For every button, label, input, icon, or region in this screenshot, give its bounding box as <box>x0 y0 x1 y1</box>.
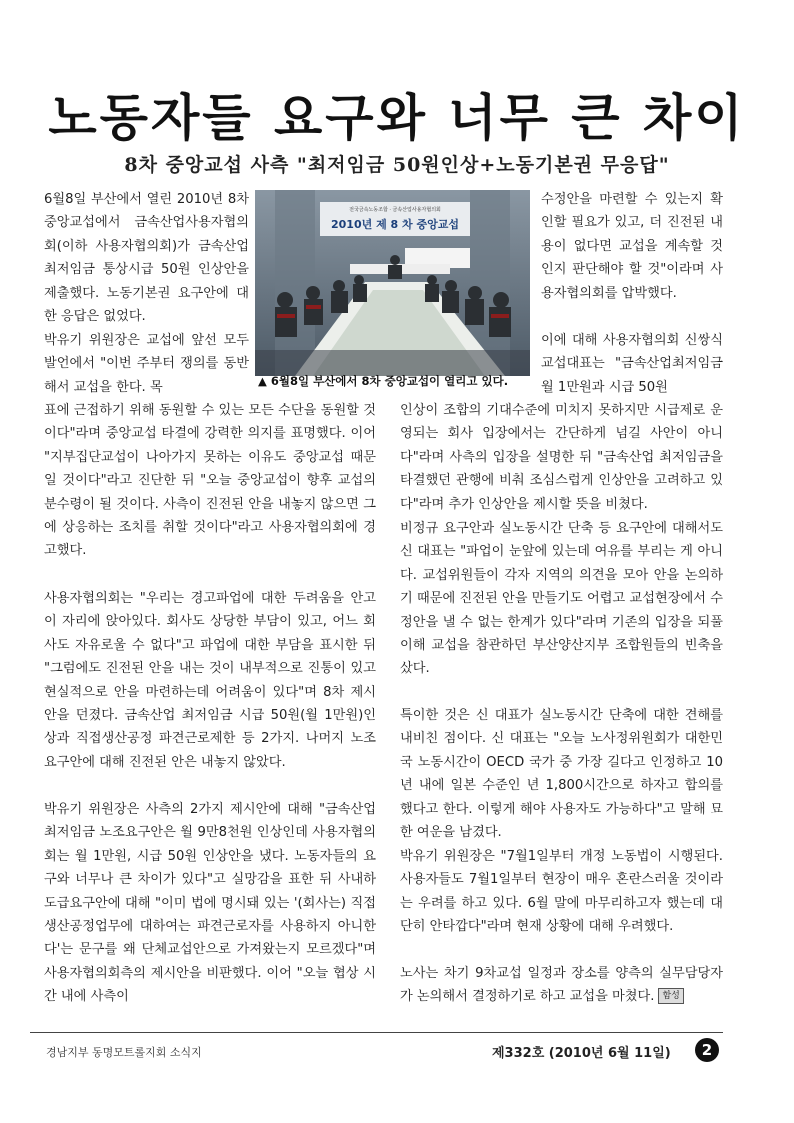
right-paragraph-3: 인상이 조합의 기대수준에 미치지 못하지만 시급제로 운영되는 회사 입장에서는 간단하게 넘길 사안이 아니다"라며 사측의 입장을 설명한 뒤 "금속산업 최저임금을 타결했던 관행에 비춰 조심스럽게 인상안을 고려하고 있다"라며 추가 인상안을 제시할 뜻을 비쳤다. <box>400 403 723 512</box>
hamseong-stamp: 함성 <box>658 988 683 1004</box>
subheadline: 8차 중앙교섭 사측 "최저임금 50원인상+노동기본권 무응답" <box>124 154 670 176</box>
footer-divider <box>30 1032 723 1033</box>
right-paragraph-2: 이에 대해 사용자협의회 신쌍식 교섭대표는 "금속산업최저임금 월 1만원과 시급 50원 <box>541 333 723 395</box>
left-paragraph-3: 표에 근접하기 위해 동원할 수 있는 모든 수단을 동원할 것이다"라며 중앙교섭 타결에 강력한 의지를 표명했다. 이어 "지부집단교섭이 나아가지 못하는 이유도 중앙교섭 때문일 것이다"라고 진단한 뒤 "오늘 중앙교섭이 향후 교섭의 분수령이 될 것이다. 사측이 진전된 안을 내놓지 않으면 그에 상응하는 조치를 취할 것이다"라고 사용자협의회에 경고했다. <box>44 403 376 559</box>
left-paragraph-1: 6월8일 부산에서 열린 2010년 8차 중앙교섭에서 금속산업사용자협의회(이하 사용자협의회)가 금속산업최저임금 통상시급 50원 인상안을 제출했다. 노동기본권 요구안에 대한 응답은 없었다. <box>44 192 249 325</box>
right-paragraph-6: 박유기 위원장은 "7월1일부터 개정 노동법이 시행된다. 사용자들도 7월1일부터 현장이 매우 혼란스러울 것이라는 우려를 하고 있다. 6월 말에 마무리하고자 했는데 대단히 안타깝다"라며 현재 상황에 대해 우려했다. <box>400 849 723 935</box>
banner-text: 2010년 제 8 차 중앙교섭 <box>331 218 459 231</box>
page-number: 2 <box>695 1038 719 1062</box>
meeting-photo <box>255 190 530 376</box>
left-paragraph-2: 박유기 위원장은 교섭에 앞선 모두 발언에서 "이번 주부터 쟁의를 동반해서 교섭을 한다. 목 <box>44 333 249 395</box>
photo-caption: ▲ 6월8일 부산에서 8차 중앙교섭이 열리고 있다. <box>258 374 509 388</box>
closing-text: 노사는 차기 9차교섭 일정과 장소를 양측의 실무담당자가 논의해서 결정하기로 하고 교섭을 마쳤다. <box>400 966 723 1005</box>
banner-small-text: 전국금속노동조합 · 금속산업사용자협의회 <box>349 207 441 213</box>
newsletter-name: 경남지부 동명모트롤지회 소식지 <box>46 1046 202 1059</box>
right-paragraph-1: 수정안을 마련할 수 있는지 확인할 필요가 있고, 더 진전된 내용이 없다면 교섭을 계속할 것인지 판단해야 할 것"이라며 사용자협의회를 압박했다. <box>541 192 723 301</box>
headline: 노동자들 요구와 너무 큰 차이 <box>48 89 746 147</box>
right-paragraph-4: 비정규 요구안과 실노동시간 단축 등 요구안에 대해서도 신 대표는 "파업이 눈앞에 있는데 여유를 부리는 게 아니다. 교섭위원들이 각자 지역의 의견을 모아 안을 논의하기 때문에 진전된 안을 만들기도 어렵고 교섭현장에서 수정안을 낼 수 없는 한계가 있다"라며 기존의 입장을 되풀이해 교섭을 참관하던 부산양산지부 조합원들의 빈축을 샀다. <box>400 521 723 677</box>
left-paragraph-4: 사용자협의회는 "우리는 경고파업에 대한 두려움을 안고 이 자리에 앉아있다. 회사도 상당한 부담이 있고, 어느 회사도 자유로울 수 없다"고 파업에 대한 부담을 표시한 뒤 "그럼에도 진전된 안을 내는 것이 내부적으로 진통이 있고 현실적으로 안을 마련하는데 어려움이 있다"며 8차 제시안을 던졌다. 금속산업 최저임금 시급 50원(월 1만원)인상과 직접생산공정 파견근로제한 등 2가지. 나머지 노조 요구안에 대해 진전된 안은 내놓지 않았다. <box>44 591 376 770</box>
right-paragraph-7 <box>400 962 723 1009</box>
left-paragraph-5: 박유기 위원장은 사측의 2가지 제시안에 대해 "금속산업최저임금 노조요구안은 월 9만8천원 인상인데 사용자협의회는 월 1만원, 시급 50원 인상안을 냈다. 노동자들의 요구와 너무나 큰 차이가 있다"고 실망감을 표한 뒤 사내하도급요구안에 대해 "이미 법에 명시돼 있는 '(회사는) 직접생산공정업무에 대하여는 파견근로자를 사용하지 아니한다'는 문구를 왜 단체교섭안으로 가져왔는지 모르겠다"며 사용자협의회측의 제시안을 비판했다. 이어 "오늘 협상 시간 내에 사측이 <box>44 802 376 1005</box>
right-paragraph-5: 특이한 것은 신 대표가 실노동시간 단축에 대한 견해를 내비친 점이다. 신 대표는 "오늘 노사정위원회가 대한민국 노동시간이 OECD 국가 중 가장 길다고 인정하고 10년 내에 일본 수준인 년 1,800시간으로 하자고 합의를 했다고 한다. 이렇게 해야 사용자도 가능하다"고 말해 묘한 여운을 남겼다. <box>400 708 723 841</box>
issue-info: 제332호 (2010년 6월 11일) <box>492 1046 671 1061</box>
